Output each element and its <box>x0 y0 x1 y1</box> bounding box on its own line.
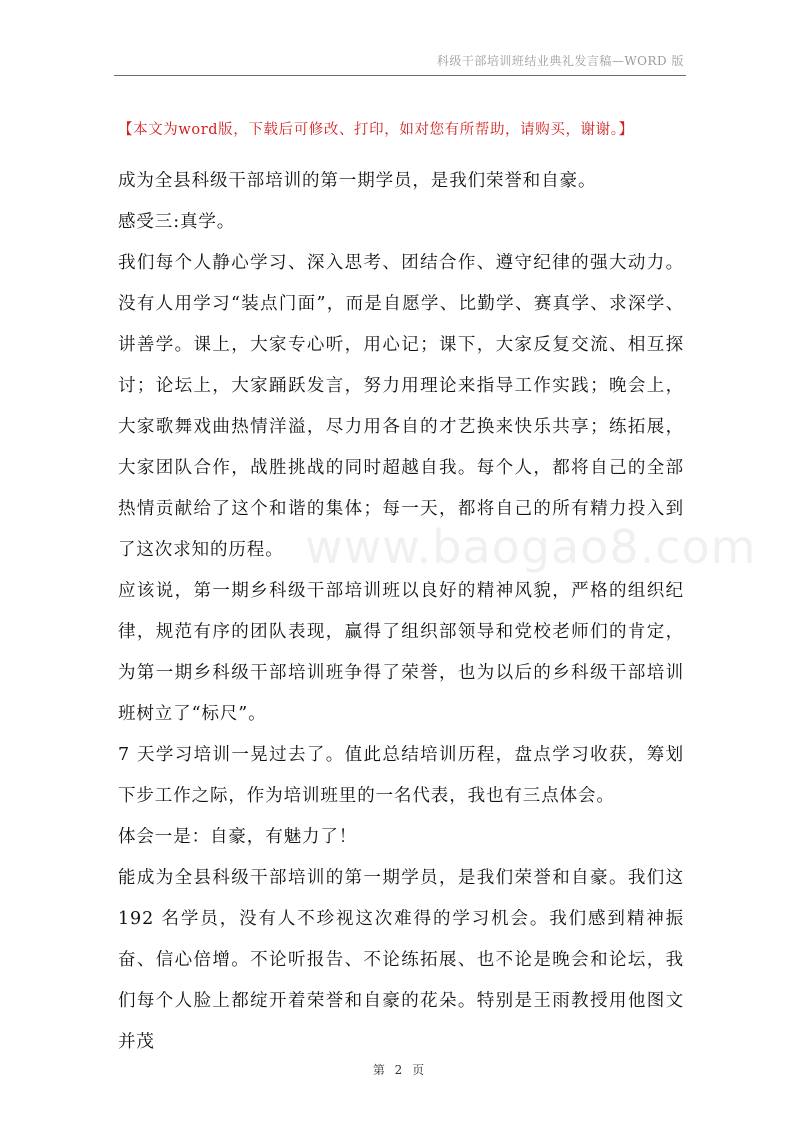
paragraph-2: 感受三:真学。 <box>118 212 236 232</box>
paragraph-3: 我们每个人静心学习、深入思考、团结合作、遵守纪律的强大动力。没有人用学习“装点门面”，而是自愿学、比勤学、赛真学、求深学、讲善学。课上，大家专心听，用心记；课下，大家反复交流、相互探讨；论坛上，大家踊跃发言，努力用理论来指导工作实践；晚会上，大家歌舞戏曲热情洋溢，尽力用各自的才艺换来快乐共享；练拓展，大家团队合作，战胜挑战的同时超越自我。每个人，都将自己的全部热情贡献给了这个和谐的集体；每一天，都将自己的所有精力投入到了这次求知的历程。 <box>118 253 684 560</box>
document-body <box>118 161 684 1063</box>
paragraph-6: 体会一是：自豪，有魅力了！ <box>118 827 358 847</box>
page-number: 第 2 页 <box>372 1063 428 1077</box>
paragraph-4: 应该说，第一期乡科级干部培训班以良好的精神风貌，严格的组织纪律，规范有序的团队表现，赢得了组织部领导和党校老师们的肯定，为第一期乡科级干部培训班争得了荣誉，也为以后的乡科级干部培训班树立了“标尺”。 <box>118 581 684 724</box>
paragraph-5: 7 天学习培训一晃过去了。值此总结培训历程，盘点学习收获，筹划下步工作之际，作为培训班里的一名代表，我也有三点体会。 <box>118 745 684 806</box>
header-divider <box>114 75 686 76</box>
download-notice: 【本文为word版，下载后可修改、打印，如对您有所帮助，请购买，谢谢。】 <box>118 122 634 138</box>
page-header-title: 科级干部培训班结业典礼发言稿—WORD 版 <box>436 54 684 68</box>
paragraph-1: 成为全县科级干部培训的第一期学员，是我们荣誉和自豪。 <box>118 171 597 191</box>
paragraph-7: 能成为全县科级干部培训的第一期学员，是我们荣誉和自豪。我们这 192 名学员，没有人不珍视这次难得的学习机会。我们感到精神振奋、信心倍增。不论听报告、不论练拓展、也不论是晚会和论坛，我们每个人脸上都绽开着荣誉和自豪的花朵。特别是王雨教授用他图文并茂 <box>118 868 684 1052</box>
watermark: www.baogao8.com <box>305 520 757 574</box>
